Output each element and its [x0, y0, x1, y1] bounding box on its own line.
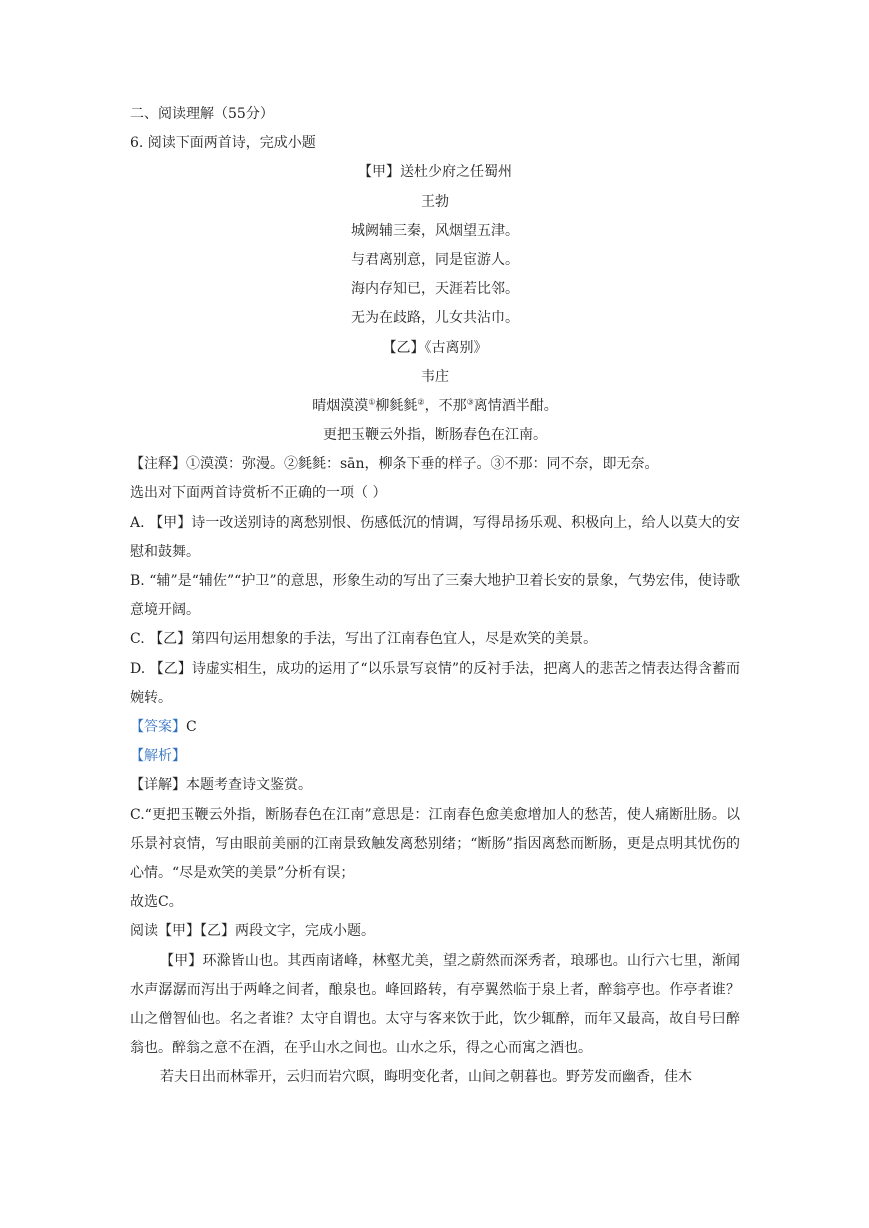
footnote-marker: ①	[368, 397, 376, 407]
poem1-title: 【甲】送杜少府之任蜀州	[358, 164, 512, 181]
poem1-line: 与君离别意，同是宦游人。	[351, 251, 519, 268]
poem2-title: 【乙】《古离别》	[382, 339, 488, 356]
option-d: D. 【乙】诗虚实相生，成功的运用了“以乐景写哀情”的反衬手法，把离人的悲苦之情表达得含蓄而婉转。	[130, 660, 740, 706]
poem1-author: 王勃	[421, 193, 449, 210]
analysis-label: 【解析】	[130, 748, 186, 765]
annotation-note: 【注释】①漠漠：弥漫。②毵毵：sān，柳条下垂的样子。③不那：同不奈，即无奈。	[130, 456, 659, 473]
answer-options	[130, 509, 740, 713]
option-c: C. 【乙】第四句运用想象的手法，写出了江南春色宜人，尽是欢笑的美景。	[130, 631, 598, 648]
question-stem: 选出对下面两首诗赏析不正确的一项（ ）	[130, 485, 387, 502]
answer-value: C	[186, 719, 197, 736]
document-page	[130, 100, 740, 1093]
passage-paragraph-2: 若夫日出而林霏开，云归而岩穴暝，晦明变化者，山间之朝暮也。野芳发而幽香，佳木	[160, 1069, 692, 1086]
poem1-line: 城阙辅三秦，风烟望五津。	[351, 222, 519, 239]
explanation-text: C.“更把玉鞭云外指，断肠春色在江南”意思是：江南春色愈美愈增加人的愁苦，使人痛断肚肠。以乐景衬哀情，写由眼前美丽的江南景致触发离愁别绪；“断肠”指因离愁而断肠，更是点明其忧伤的心情。“尽是欢笑的美景”分析有误；	[130, 806, 740, 882]
conclusion-line: 故选C。	[130, 894, 183, 911]
poem1-line: 无为在歧路，儿女共沾巾。	[351, 310, 519, 327]
answer-label: 【答案】	[130, 719, 186, 736]
question-6-intro: 6. 阅读下面两首诗，完成小题	[130, 135, 316, 152]
poem2-author: 韦庄	[421, 368, 449, 385]
section-header: 二、阅读理解（55分）	[130, 106, 274, 122]
footnote-marker: ②	[417, 397, 425, 407]
footnote-marker: ③	[466, 397, 474, 407]
option-a: A. 【甲】诗一改送别诗的离愁别恨、伤感低沉的情调，写得昂扬乐观、积极向上，给人以莫大的安慰和鼓舞。	[130, 514, 740, 560]
option-b: B. “辅”是“辅佐”“护卫”的意思，形象生动的写出了三秦大地护卫着长安的景象，气势宏伟，使诗歌意境开阔。	[130, 573, 740, 619]
answer-line	[130, 713, 740, 742]
poem2-line: 更把玉鞭云外指，断肠春色在江南。	[323, 427, 547, 444]
poem1-line: 海内存知已，天涯若比邻。	[351, 281, 519, 298]
detail-line: 【详解】本题考查诗文鉴赏。	[130, 777, 312, 794]
poem2-line: 晴烟漠漠①柳毵毵②，不那③离情酒半酣。	[312, 397, 558, 414]
reading2-intro: 阅读【甲】【乙】两段文字，完成小题。	[130, 923, 375, 940]
passage-paragraph-1: 【甲】环滁皆山也。其西南诸峰，林壑尤美，望之蔚然而深秀者，琅琊也。山行六七里，渐闻水声潺潺而泻出于两峰之间者，酿泉也。峰回路转，有亭翼然临于泉上者，醉翁亭也。作亭者谁？山之僧智仙也。名之者谁？太守自谓也。太守与客来饮于此，饮少辄醉，而年又最高，故自号曰醉翁也。醉翁之意不在酒，在乎山水之间也。山水之乐，得之心而寓之酒也。	[130, 952, 740, 1057]
